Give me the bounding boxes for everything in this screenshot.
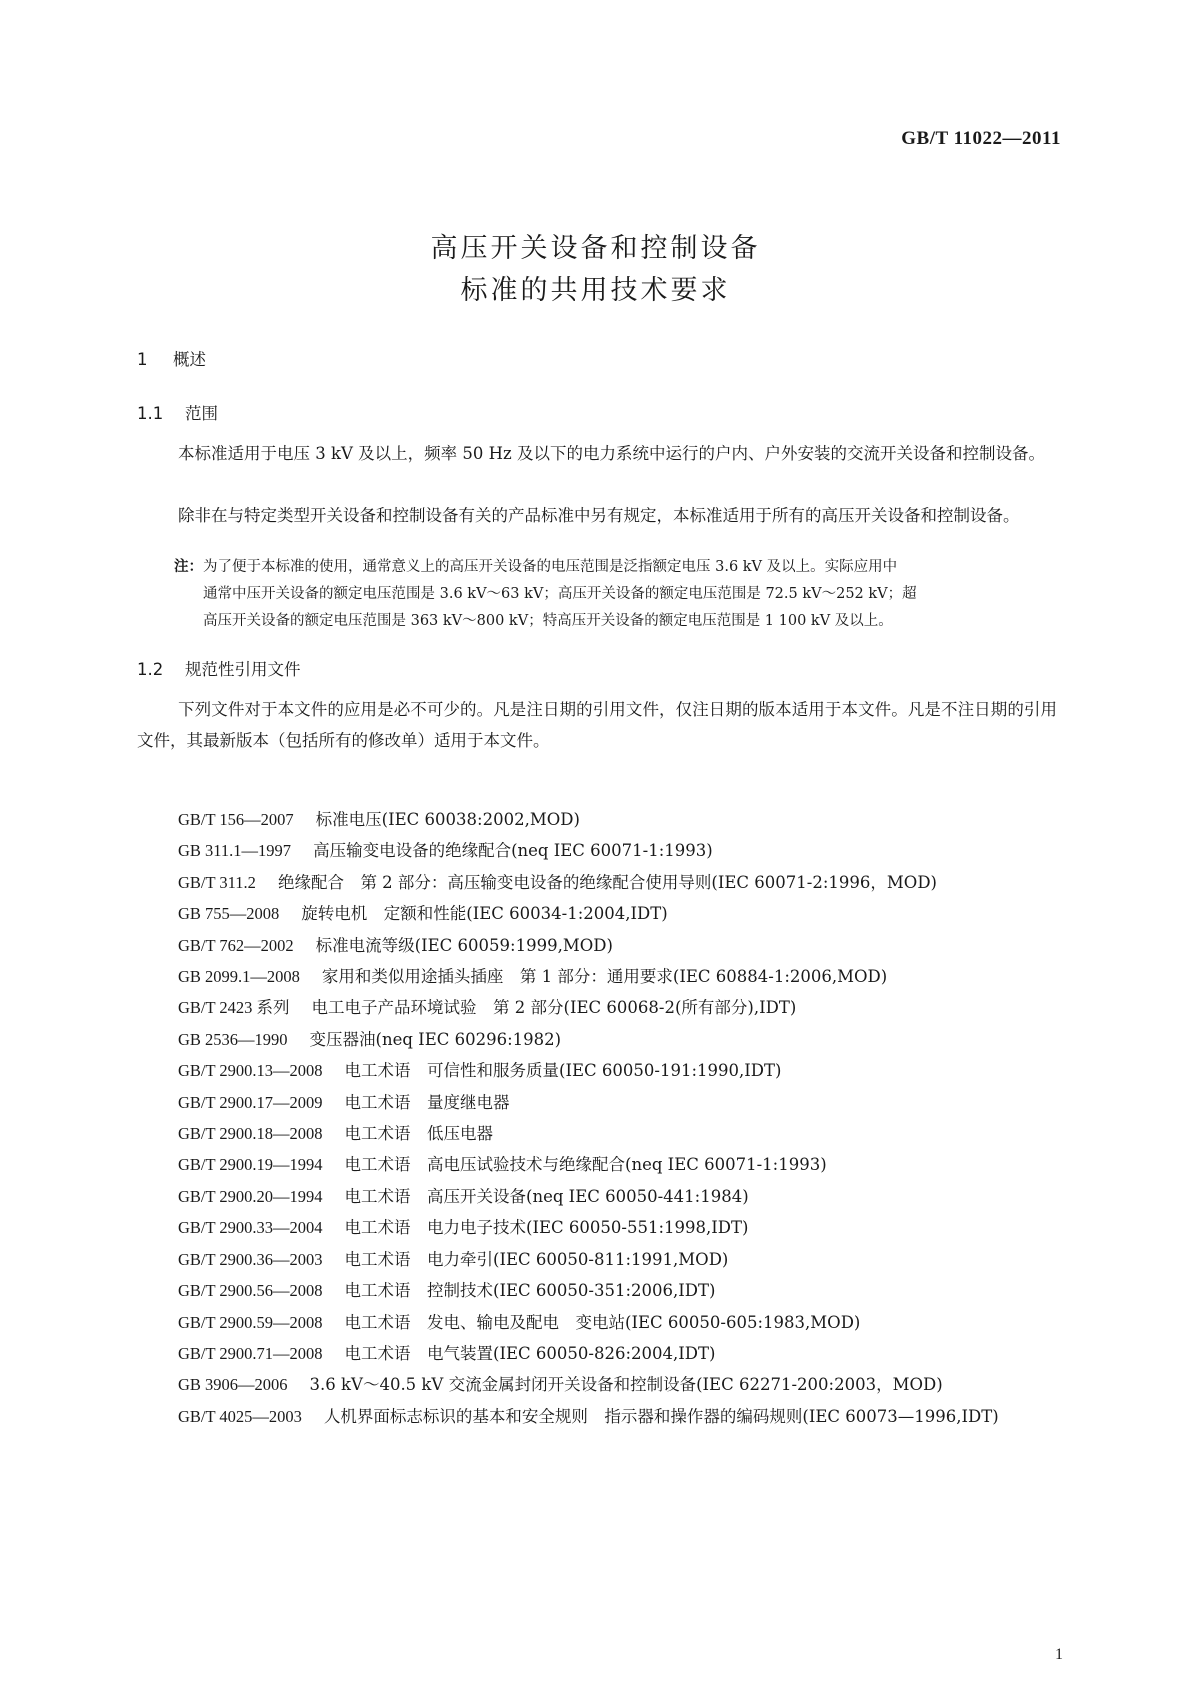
scope-paragraph-1: 本标准适用于电压 3 kV 及以上，频率 50 Hz 及以下的电力系统中运行的户内、户外安装的交流开关设备和控制设备。 xyxy=(178,444,1045,463)
reference-item: GB/T 311.2 绝缘配合 第 2 部分：高压输变电设备的绝缘配合使用导则(IEC 60071-2:1996，MOD) xyxy=(178,872,937,892)
reference-item: GB/T 2900.71—2008 电工术语 电气装置(IEC 60050-826:2004,IDT) xyxy=(178,1343,716,1363)
page-number: 1 xyxy=(1055,1646,1063,1663)
title-line-2: 标准的共用技术要求 xyxy=(460,275,731,306)
reference-item: GB/T 2900.56—2008 电工术语 控制技术(IEC 60050-351:2006,IDT) xyxy=(178,1281,716,1301)
title-line-1: 高压开关设备和控制设备 xyxy=(430,233,761,264)
scope-paragraph-2: 除非在与特定类型开关设备和控制设备有关的产品标准中另有规定，本标准适用于所有的高压开关设备和控制设备。 xyxy=(178,506,1020,525)
reference-item: GB/T 2900.17—2009 电工术语 量度继电器 xyxy=(178,1092,510,1112)
section-title: 规范性引用文件 xyxy=(185,660,301,679)
reference-item: GB 311.1—1997 高压输变电设备的绝缘配合(neq IEC 60071-1:1993) xyxy=(178,841,713,861)
reference-item: GB/T 2900.19—1994 电工术语 高电压试验技术与绝缘配合(neq IEC 60071-1:1993) xyxy=(178,1155,827,1175)
section-number: 1.2 xyxy=(137,660,164,679)
reference-item: GB/T 2900.13—2008 电工术语 可信性和服务质量(IEC 60050-191:1990,IDT) xyxy=(178,1061,782,1081)
section-1-heading xyxy=(137,346,206,370)
section-number: 1 xyxy=(137,350,148,369)
scope-note xyxy=(174,554,1057,635)
reference-item: GB/T 2900.36—2003 电工术语 电力牵引(IEC 60050-811:1991,MOD) xyxy=(178,1249,729,1269)
document-code: GB/T 11022—2011 xyxy=(901,128,1061,149)
reference-item: GB/T 2900.18—2008 电工术语 低压电器 xyxy=(178,1124,494,1144)
reference-item: GB/T 2423 系列 电工电子产品环境试验 第 2 部分(IEC 60068-2(所有部分),IDT) xyxy=(178,998,797,1018)
section-title: 范围 xyxy=(185,404,218,423)
references-intro: 下列文件对于本文件的应用是必不可少的。凡是注日期的引用文件，仅注日期的版本适用于本文件。凡是不注日期的引用文件，其最新版本（包括所有的修改单）适用于本文件。 xyxy=(137,700,1057,750)
note-line-3: 高压开关设备的额定电压范围是 363 kV～800 kV；特高压开关设备的额定电压范围是 1 100 kV 及以上。 xyxy=(203,613,893,629)
note-line-1: 为了便于本标准的使用，通常意义上的高压开关设备的电压范围是泛指额定电压 3.6 kV 及以上。实际应用中 xyxy=(203,559,898,575)
reference-item: GB 2099.1—2008 家用和类似用途插头插座 第 1 部分：通用要求(IEC 60884-1:2006,MOD) xyxy=(178,967,888,987)
reference-item: GB/T 2900.59—2008 电工术语 发电、输电及配电 变电站(IEC 60050-605:1983,MOD) xyxy=(178,1312,861,1332)
section-1-1-heading xyxy=(137,400,218,424)
section-number: 1.1 xyxy=(137,404,164,423)
reference-item: GB/T 2900.20—1994 电工术语 高压开关设备(neq IEC 60050-441:1984) xyxy=(178,1186,749,1206)
note-line-2: 通常中压开关设备的额定电压范围是 3.6 kV～63 kV；高压开关设备的额定电压范围是 72.5 kV～252 kV；超 xyxy=(203,586,917,602)
section-1-2-heading xyxy=(137,656,301,680)
reference-item: GB/T 762—2002 标准电流等级(IEC 60059:1999,MOD) xyxy=(178,935,613,955)
reference-item: GB 3906—2006 3.6 kV～40.5 kV 交流金属封闭开关设备和控制设备(IEC 62271-200:2003，MOD) xyxy=(178,1375,943,1395)
reference-item: GB/T 4025—2003 人机界面标志标识的基本和安全规则 指示器和操作器的编码规则(IEC 60073—1996,IDT) xyxy=(178,1406,999,1426)
reference-item: GB/T 156—2007 标准电压(IEC 60038:2002,MOD) xyxy=(178,810,580,829)
reference-list xyxy=(137,804,1057,1432)
reference-item: GB 755—2008 旋转电机 定额和性能(IEC 60034-1:2004,IDT) xyxy=(178,904,668,924)
page-title xyxy=(0,228,1191,312)
reference-item: GB 2536—1990 变压器油(neq IEC 60296:1982) xyxy=(178,1029,562,1049)
reference-item: GB/T 2900.33—2004 电工术语 电力电子技术(IEC 60050-551:1998,IDT) xyxy=(178,1218,749,1238)
note-label: 注： xyxy=(174,559,203,575)
section-title: 概述 xyxy=(173,350,206,369)
